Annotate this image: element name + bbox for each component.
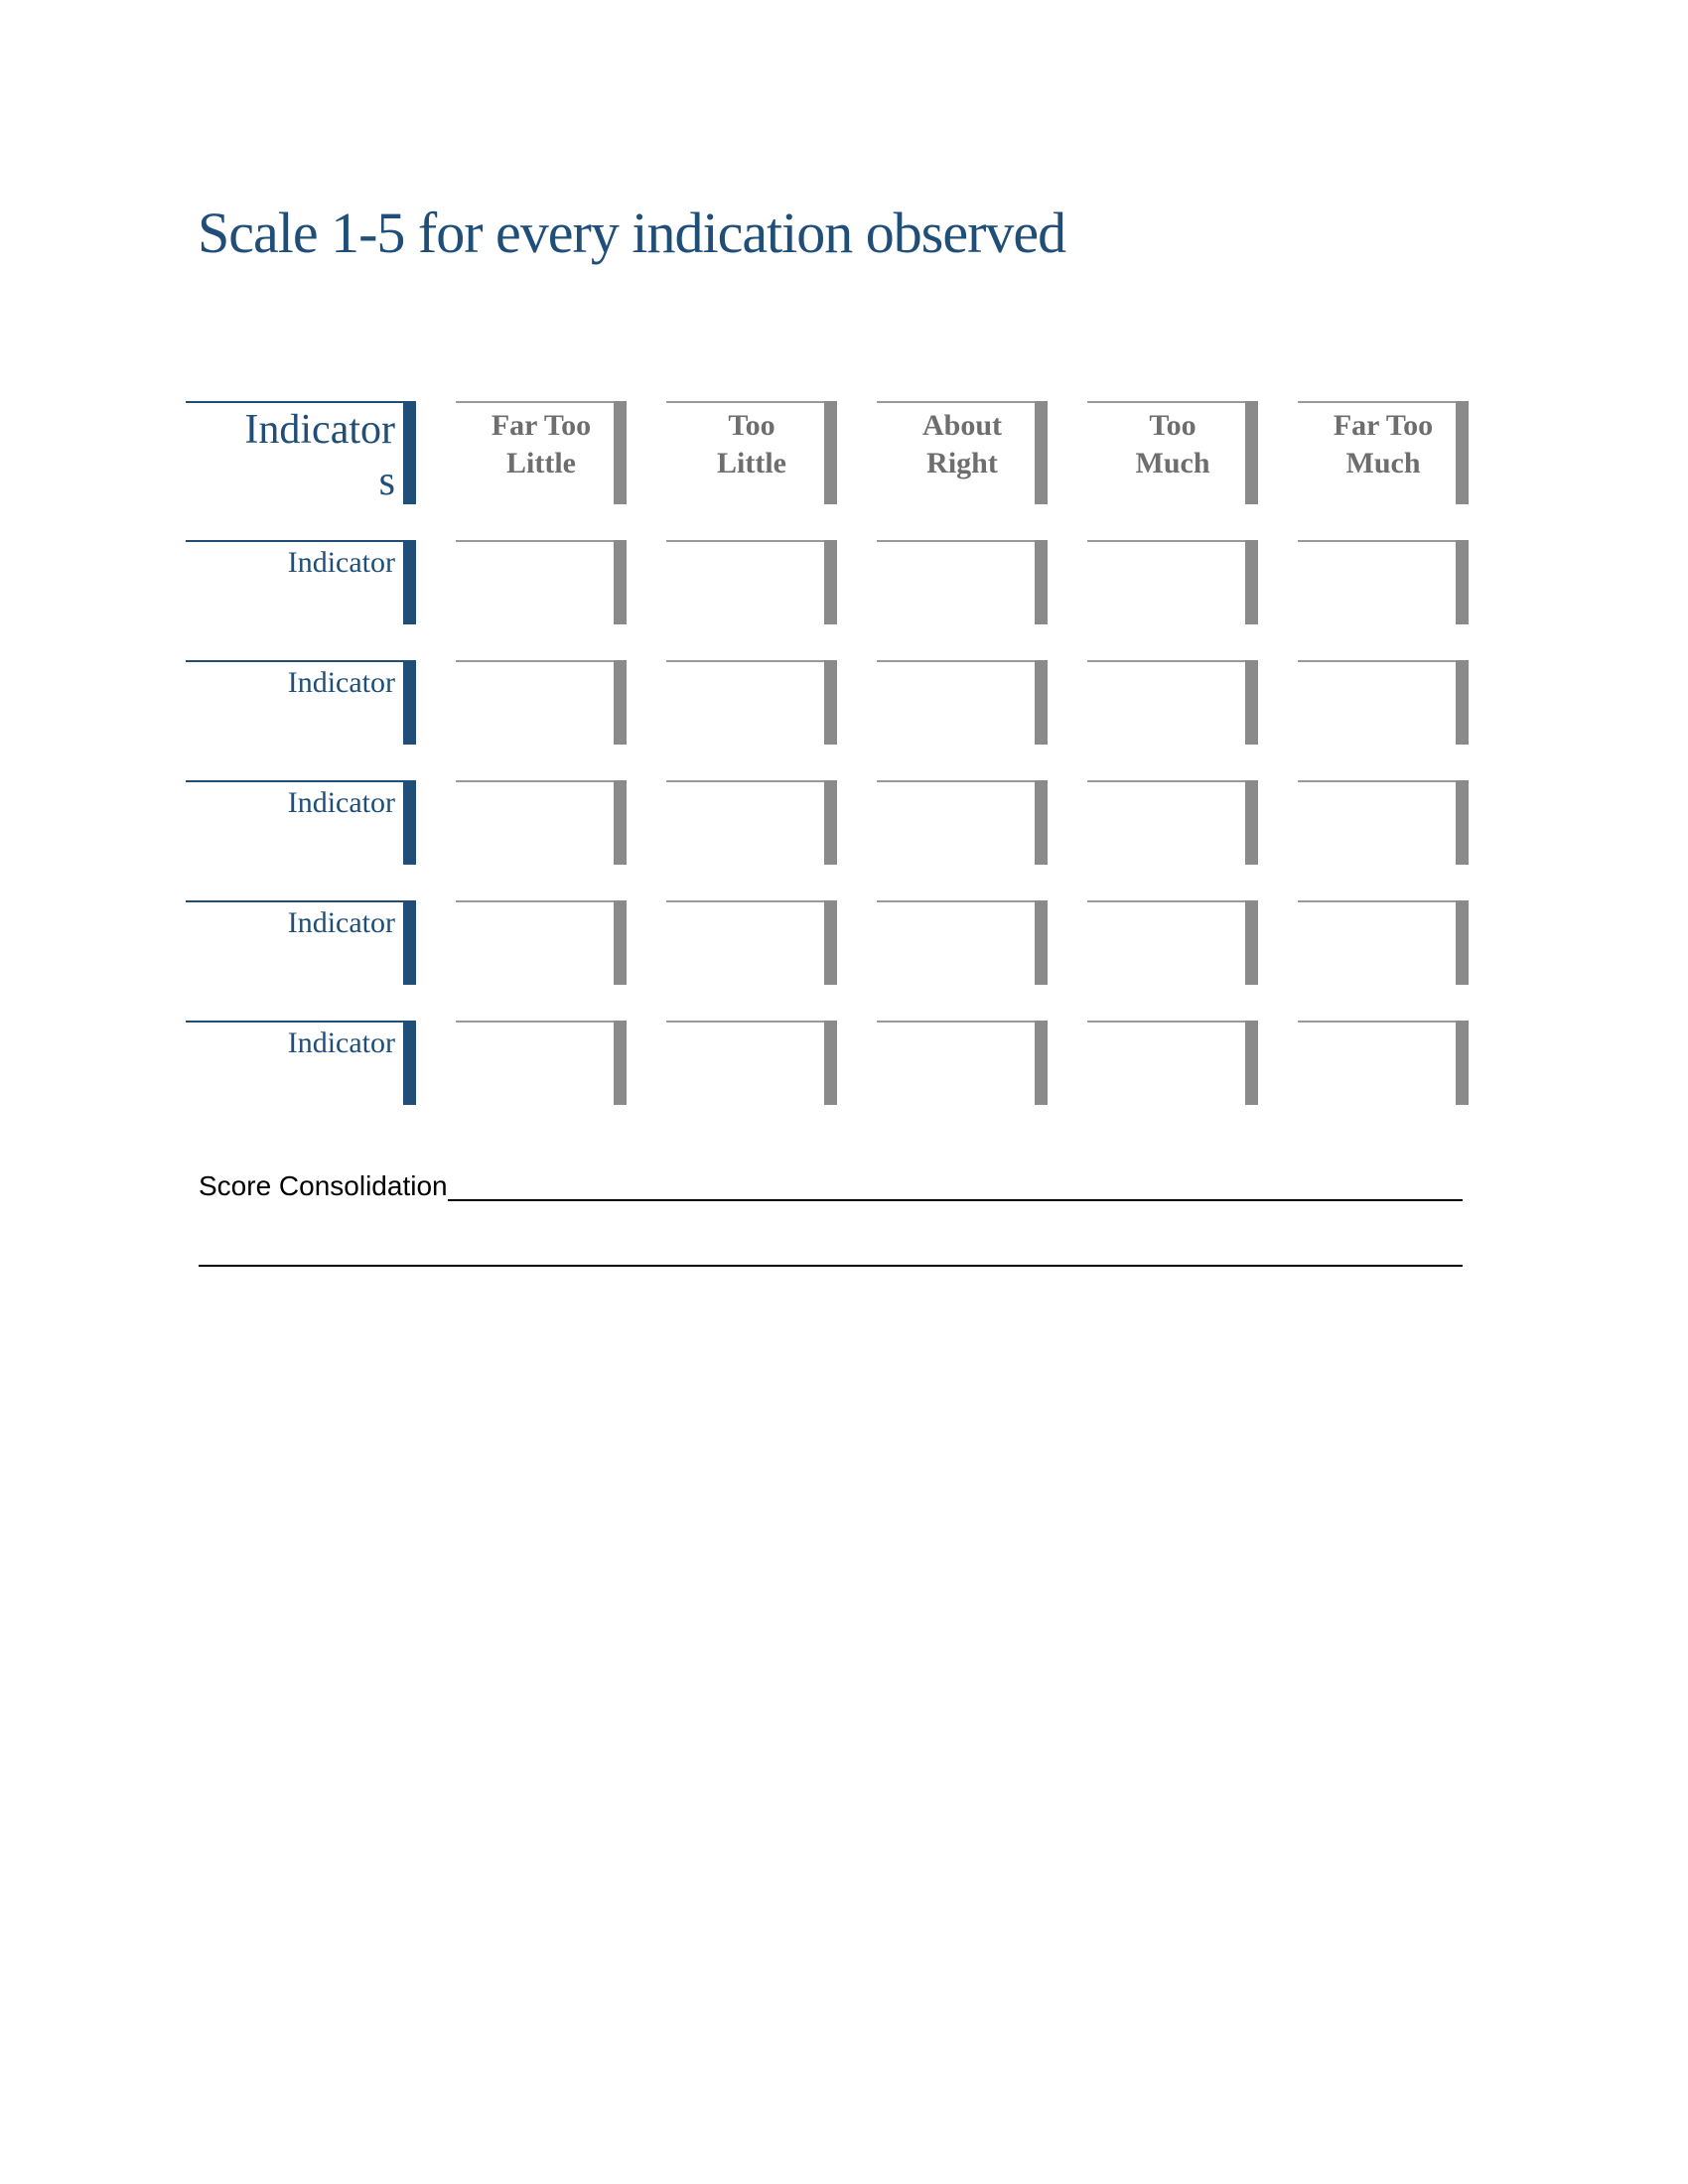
rating-cell-r3-too-much[interactable] (1087, 780, 1258, 865)
rating-cell-r1-far-too-little[interactable] (456, 540, 627, 624)
column-header-line2: Little (717, 447, 786, 479)
rating-cell-r5-far-too-much[interactable] (1298, 1021, 1469, 1105)
gray-bar (1035, 1021, 1048, 1105)
rating-cell-r3-far-too-little[interactable] (456, 780, 627, 865)
page-title: Scale 1-5 for every indication observed (198, 201, 1066, 265)
gray-bar (1456, 780, 1469, 865)
rating-cell-r3-far-too-much[interactable] (1298, 780, 1469, 865)
gray-bar (1245, 1021, 1258, 1105)
gray-bar (1245, 660, 1258, 745)
column-header-line1: Too (728, 409, 775, 442)
column-header-line1: About (921, 409, 1003, 442)
column-header-line1: Far Too (1333, 409, 1434, 442)
rating-cell-r2-about-right[interactable] (877, 660, 1048, 745)
gray-bar (1035, 660, 1048, 745)
gray-bar (1456, 660, 1469, 745)
score-consolidation-label: Score Consolidation (199, 1170, 448, 1201)
accent-bar (403, 900, 416, 985)
gray-bar (614, 540, 627, 624)
rating-cell-r5-far-too-little[interactable] (456, 1021, 627, 1105)
gray-bar (1456, 900, 1469, 985)
column-header-line1: Too (1149, 409, 1196, 442)
gray-bar (614, 1021, 627, 1105)
gray-bar (1456, 401, 1469, 504)
row-label-indicator-4 (186, 900, 416, 985)
accent-bar (403, 401, 416, 504)
row-label-indicator-5 (186, 1021, 416, 1105)
row-label-indicator-2 (186, 660, 416, 745)
gray-bar (824, 900, 837, 985)
gray-bar (614, 401, 627, 504)
rating-cell-r4-too-much[interactable] (1087, 900, 1258, 985)
corner-header-line2: s (378, 459, 395, 504)
rating-cell-r5-about-right[interactable] (877, 1021, 1048, 1105)
accent-bar (403, 780, 416, 865)
corner-header-line1: Indicator (244, 407, 395, 453)
rating-cell-r4-about-right[interactable] (877, 900, 1048, 985)
rating-cell-r2-far-too-much[interactable] (1298, 660, 1469, 745)
rating-cell-r5-too-much[interactable] (1087, 1021, 1258, 1105)
gray-bar (824, 780, 837, 865)
gray-bar (1245, 900, 1258, 985)
column-header-too-much (1087, 401, 1258, 504)
rating-cell-r5-too-little[interactable] (666, 1021, 837, 1105)
accent-bar (403, 660, 416, 745)
column-header-about-right (877, 401, 1048, 504)
gray-bar (824, 660, 837, 745)
gray-bar (1035, 780, 1048, 865)
row-label-indicator-1 (186, 540, 416, 624)
accent-bar (403, 540, 416, 624)
gray-bar (1456, 540, 1469, 624)
row-label-text: Indicator (287, 546, 395, 579)
gray-bar (1456, 1021, 1469, 1105)
rating-cell-r2-too-little[interactable] (666, 660, 837, 745)
rating-cell-r4-far-too-little[interactable] (456, 900, 627, 985)
rating-cell-r2-far-too-little[interactable] (456, 660, 627, 745)
score-write-in-line-1[interactable] (448, 1171, 1463, 1201)
column-header-far-too-little (456, 401, 627, 504)
column-header-line2: Much (1345, 447, 1421, 479)
row-label-text: Indicator (287, 786, 395, 819)
gray-bar (1035, 900, 1048, 985)
row-label-text: Indicator (287, 1026, 395, 1059)
rating-cell-r3-too-little[interactable] (666, 780, 837, 865)
gray-bar (1245, 540, 1258, 624)
rating-cell-r4-too-little[interactable] (666, 900, 837, 985)
score-consolidation-row (199, 1171, 1463, 1201)
accent-bar (403, 1021, 416, 1105)
gray-bar (1035, 540, 1048, 624)
column-header-line2: Much (1135, 447, 1210, 479)
gray-bar (1245, 401, 1258, 504)
gray-bar (824, 1021, 837, 1105)
gray-bar (614, 900, 627, 985)
gray-bar (614, 780, 627, 865)
rating-cell-r4-far-too-much[interactable] (1298, 900, 1469, 985)
row-label-text: Indicator (287, 906, 395, 939)
gray-bar (1035, 401, 1048, 504)
column-header-too-little (666, 401, 837, 504)
gray-bar (614, 660, 627, 745)
column-header-far-too-much (1298, 401, 1469, 504)
column-header-line2: Right (926, 447, 998, 479)
rating-cell-r1-too-much[interactable] (1087, 540, 1258, 624)
row-label-indicator-3 (186, 780, 416, 865)
gray-bar (824, 401, 837, 504)
row-label-text: Indicator (287, 666, 395, 699)
column-header-line2: Little (506, 447, 576, 479)
rating-cell-r1-far-too-much[interactable] (1298, 540, 1469, 624)
rating-table (186, 401, 1469, 1105)
gray-bar (1245, 780, 1258, 865)
score-write-in-line-2[interactable] (199, 1235, 1463, 1267)
gray-bar (824, 540, 837, 624)
rating-cell-r1-too-little[interactable] (666, 540, 837, 624)
table-corner-header-indicators (186, 401, 416, 504)
column-header-line1: Far Too (491, 409, 592, 442)
rating-cell-r3-about-right[interactable] (877, 780, 1048, 865)
rating-cell-r2-too-much[interactable] (1087, 660, 1258, 745)
rating-cell-r1-about-right[interactable] (877, 540, 1048, 624)
